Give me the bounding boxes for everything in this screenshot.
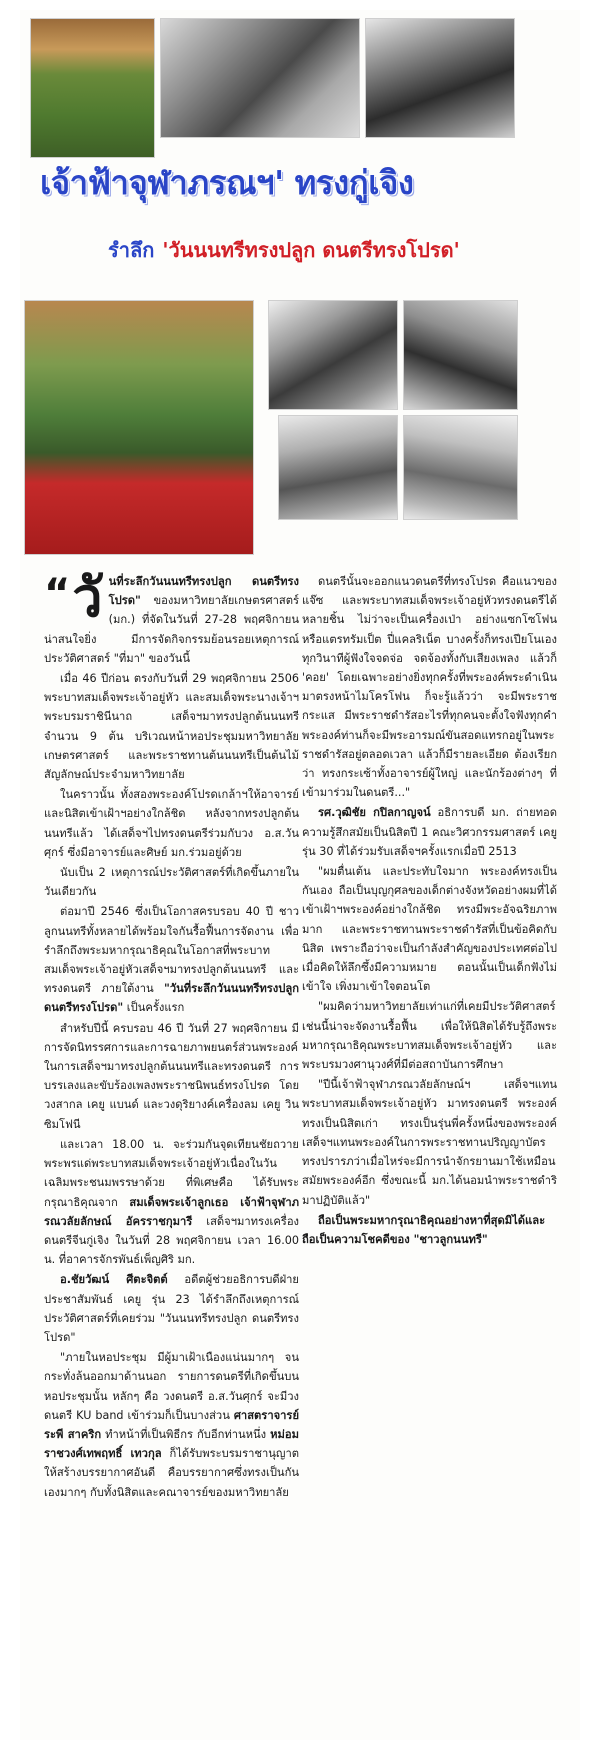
photo-graduates [403, 300, 518, 410]
article-text: อดีตผู้ช่วยอธิการบดีฝ่ายประชาสัมพันธ์ เคยู รุ่น 23 ได้รำลึกถึงเหตุการณ์ประวัติศาสตร์ที่เคยร่วม "วันนนทรีทรงปลูก ดนตรีทรงโปรด" [44, 1273, 299, 1344]
article-bold: "วันที่ระลึกวันนนทรีทรงปลูก ดนตรีทรงโปรด" [44, 982, 299, 1015]
article-paragraph [302, 1211, 557, 1249]
photo-vintage-crowd [160, 18, 360, 138]
article-bold: หม่อมราชวงศ์เทพฤทธิ์ เทวกุล [44, 1427, 299, 1461]
article-paragraph: "ผมคิดว่ามหาวิทยาลัยเท่าแก่ที่เคยมีประวัติศาสตร์เช่นนี้น่าจะจัดงานรื้อฟื้น เพื่อให้นิสิตได้รับรู้ถึงพระมหากรุณาธิคุณพระบาทสมเด็จพระเจ้าอยู่หัว และพระบรมวงศานุวงศ์ที่มีต่อสถาบันการศึกษา [302, 1000, 557, 1072]
headline: เจ้าฟ้าจุฬาภรณฯ' ทรงกู่เจิง [40, 163, 414, 202]
article-text: ของมหาวิทยาลัยเกษตรศาสตร์ (มก.) ที่จัดในวันที่ 27-28 พฤศจิกายน น่าสนใจยิ่ง มีการจัดกิจกรรมย้อนรอยเหตุการณ์ประวัติศาสตร์ "ที่มา" ของวันนี้ [44, 594, 299, 665]
article-text: ทำหน้าที่เป็นพิธีกร กับอีกท่านหนึ่ง [101, 1427, 271, 1441]
article-paragraph [44, 902, 299, 1017]
article-text: และเวลา 18.00 น. จะร่วมกันจุดเทียนชัยถวายพระพรแด่พระบาทสมเด็จพระเจ้าอยู่หัวเนื่องในวันเฉลิมพระชนมพรรษาด้วย ที่พิเศษคือ ได้รับพระกรุณาธิคุณจาก [44, 1137, 299, 1209]
photo-vintage-guests [365, 18, 515, 138]
photo-bicycles [403, 415, 518, 520]
newspaper-page [20, 10, 580, 1740]
article-bold: ศาสตราจารย์ระพี สาคริก [44, 1408, 299, 1441]
article-lead-bold: นที่ระลึกวันนนทรีทรงปลูก ดนตรีทรงโปรด" [108, 575, 299, 608]
article-paragraph [44, 1270, 299, 1347]
subheadline [108, 232, 568, 268]
article-text: "ภายในหอประชุม มีผู้มาเฝ้าเนืองแน่นมากๆ จนกระทั่งล้นออกมาด้านนอก รายการดนตรีที่เกิดขึ้นบนหอประชุมนั้น หลักๆ คือ วงดนตรี อ.ส.วันศุกร์ จะมีวงดนตรี KU band เข้าร่วมก็เป็นบางส่วน [44, 1351, 299, 1422]
article-bold: อ.ชัยวัฒน์ ศีตะจิตต์ [60, 1273, 168, 1287]
article-paragraph: ในคราวนั้น ทั้งสองพระองค์โปรดเกล้าฯให้อาจารย์และนิสิตเข้าเฝ้าฯอย่างใกล้ชิด หลังจากทรงปลูกต้นนนทรีแล้ว ได้เสด็จฯไปทรงดนตรีร่วมกับวง อ.ส.วันศุกร์ ซึ่งมีอาจารย์และศิษย์ มก.ร่วมอยู่ด้วย [44, 788, 299, 859]
article-paragraph: "ผมตื่นเต้น และประทับใจมาก พระองค์ทรงเป็นกันเอง ถือเป็นบุญกุศลของเด็กต่างจังหวัดอย่างผมที่ได้เข้าเฝ้าฯพระองค์อย่างใกล้ชิด ทรงมีพระอัจฉริยภาพมาก และพระราชทานพระราชดำรัสที่เป็นข้อคิดกับนิสิต เพราะถือว่าจะเป็นกำลังสำคัญของประเทศต่อไป เมื่อคิดให้ลึกซึ้งมีความหมาย ตอนนั้นเป็นเด็กฟังไม่เข้าใจ เพิ่งมาเข้าใจตอนโต [302, 865, 557, 994]
article-paragraph [44, 1135, 299, 1269]
photo-singer-guitar [268, 300, 398, 410]
article-text: อธิการบดี มก. ถ่ายทอดความรู้สึกสมัยเป็นนิสิตปี 1 คณะวิศวกรรมศาสตร์ เคยู รุ่น 30 ที่ได้ร่วมรับเสด็จฯครั้งแรกเมื่อปี 2513 [302, 806, 557, 858]
subheadline-lead: รำลึก [108, 238, 155, 262]
article-paragraph [302, 803, 557, 861]
article-closing-bold: ถือเป็นพระมหากรุณาธิคุณอย่างหาที่สุดมิได้และถือเป็นความโชคดีของ "ชาวลูกนนทรี" [302, 1213, 546, 1246]
article-text: เป็นครั้งแรก [123, 1001, 185, 1015]
article-bold: สมเด็จพระเจ้าลูกเธอ เจ้าฟ้าจุฬาภรณวลัยลักษณ์ อัครราชกุมารี [44, 1195, 299, 1228]
article-paragraph: นับเป็น 2 เหตุการณ์ประวัติศาสตร์ที่เกิดขึ้นภายในวันเดียวกัน [44, 866, 299, 899]
drop-cap: วั [72, 572, 103, 629]
photo-audience [278, 415, 398, 520]
article-paragraph [44, 572, 299, 668]
article-column-right [302, 572, 557, 1732]
subheadline-quote: 'วันนนทรีทรงปลูก ดนตรีทรงโปรด' [162, 238, 460, 262]
open-quote-mark: “ [44, 572, 71, 617]
article-paragraph [44, 1348, 299, 1502]
article-column-left [44, 572, 299, 1732]
article-text: เสด็จฯมาทรงเครื่องดนตรีจีนกู่เจิง ในวันที่ 28 พฤศจิกายน เวลา 16.00 น. ที่อาคารจักรพันธ์เพ็ญศิริ มก. [44, 1214, 299, 1267]
article-text: ก็ได้รับพระบรมราชานุญาตให้สร้างบรรยากาศอันดี คือบรรยากาศซึ่งทรงเป็นกันเองมากๆ กับทั้งนิสิตและคณาจารย์ของมหาวิทยาลัย [44, 1447, 299, 1499]
photo-thatched-roof-performers [30, 18, 155, 158]
photo-princess-guzheng [24, 300, 254, 555]
article-paragraph: เมื่อ 46 ปีก่อน ตรงกับวันที่ 29 พฤศจิกายน 2506 พระบาทสมเด็จพระเจ้าอยู่หัว และสมเด็จพระนางเจ้าฯ พระบรมราชินีนาถ เสด็จฯมาทรงปลูกต้นนนทรี จำนวน 9 ต้น บริเวณหน้าหอประชุมมหาวิทยาลัยเกษตรศาสตร์ และพระราชทานต้นนนทรีเป็นต้นไม้สัญลักษณ์ประจำมหาวิทยาลัย [44, 672, 299, 782]
article-paragraph: ดนตรีนั้นจะออกแนวดนตรีที่ทรงโปรด คือแนวของแจ๊ซ และพระบาทสมเด็จพระเจ้าอยู่หัวทรงดนตรีได้หลายชิ้น ไม่ว่าจะเป็นเครื่องเป่า อย่างแซกโซโฟน หรือแตรทรัมเป็ต ปี่แคลริเน็ต บางครั้งก็ทรงเปียโนเอง ทุกวินาทีผู้ฟังใจจดจ่อ จดจ้องทั้งกับเสียงเพลง แล้วก็ 'คอย' โดยเฉพาะอย่างยิ่งทุกครั้งที่พระองค์พระดำเนินมาตรงหน้าไมโครโฟน ก็จะรู้แล้วว่า จะมีพระราชกระแส มีพระราชดำรัสอะไรที่ทุกคนจะตั้งใจฟังทุกคำ พระองค์ท่านก็จะมีพระอารมณ์ขันสอดแทรกอยู่ในพระราชดำรัสอยู่ตลอดเวลา แล้วก็มีรายละเอียด ต้องเรียกว่า ทรงกระเซ้าทั้งอาจารย์ผู้ใหญ่ และนักร้องต่างๆ ที่เข้ามาร่วมในดนตรี..." [302, 575, 557, 800]
article-text: ต่อมาปี 2546 ซึ่งเป็นโอกาสครบรอบ 40 ปี ชาวลูกนนทรีทั้งหลายได้พร้อมใจกันรื้อฟื้นการจัดงาน เพื่อรำลึกถึงพระมหากรุณาธิคุณในโอกาสที่พระบาทสมเด็จพระเจ้าอยู่หัวเสด็จฯมาทรงปลูกต้นนนทรี และทรงดนตรี ภายใต้งาน [44, 905, 299, 996]
article-paragraph: สำหรับปีนี้ ครบรอบ 46 ปี วันที่ 27 พฤศจิกายน มีการจัดนิทรรศการและการฉายภาพยนตร์ส่วนพระองค์ในการเสด็จฯมาทรงปลูกต้นนนทรีและทรงดนตรี การบรรเลงและขับร้องเพลงพระราชนิพนธ์ทรงโปรด โดยวงสากล เคยู แบนด์ และวงดุริยางค์เครื่องลม เคยู วินซิมโฟนี [44, 1021, 299, 1131]
article-bold: รศ.วุฒิชัย กปิลกาญจน์ [318, 806, 431, 820]
article-paragraph: "ปีนี้เจ้าฟ้าจุฬาภรณวลัยลักษณ์ฯ เสด็จฯแทนพระบาทสมเด็จพระเจ้าอยู่หัว มาทรงดนตรี พระองค์ทรงเป็นนิสิตเก่า ทรงเป็นรุ่นพี่ครั้งหนึ่งของพระองค์เสด็จฯแทนพระองค์ในการพระราชทานปริญญาบัตร ทรงปรารภว่าเมื่อไหร่จะมีการนำจักรยานมาใช้เหมือนสมัยพระองค์อีก ซึ่งขณะนี้ มก.ได้นอมนำพระราชดำริมาปฏิบัติแล้ว" [302, 1078, 557, 1207]
